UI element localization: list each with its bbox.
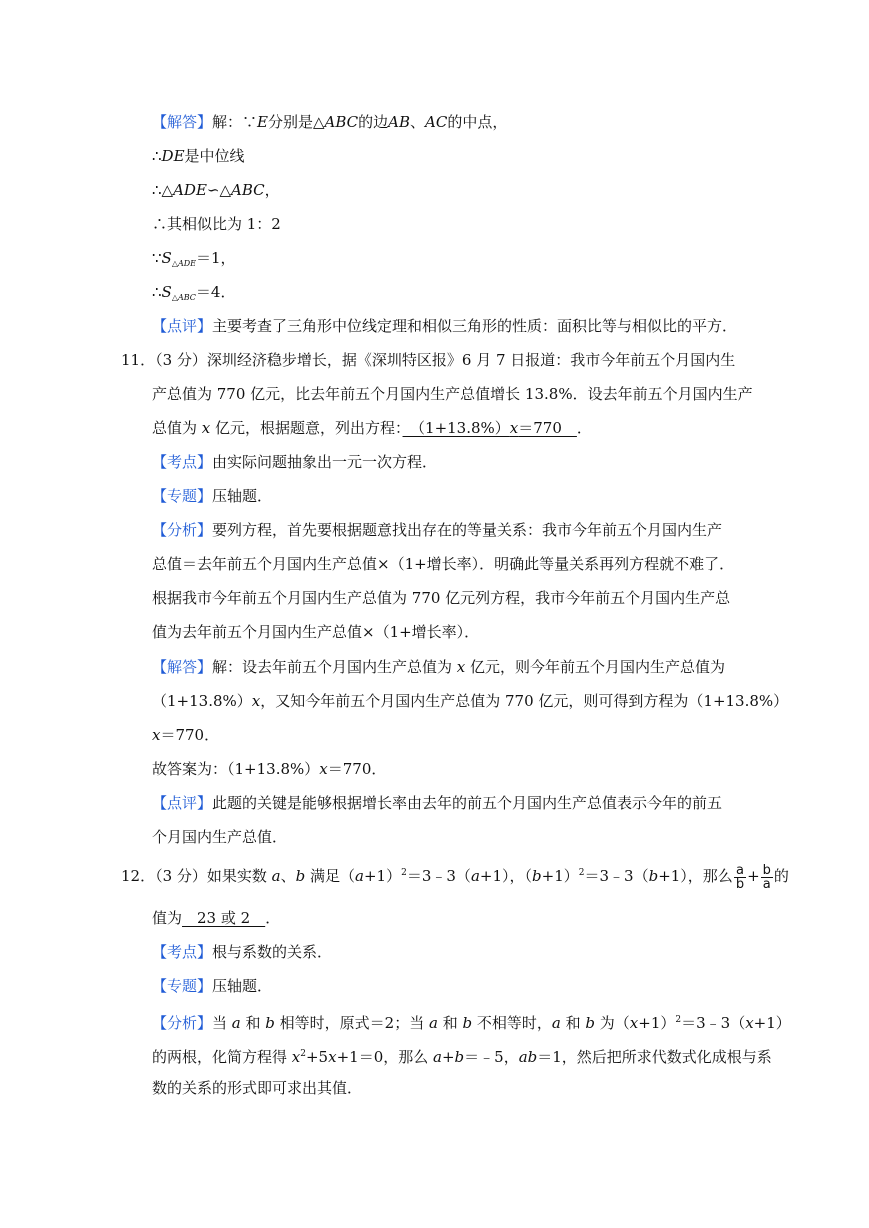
q11-answer-line-2: （1+13.8%）x，又知今年前五个月国内生产总值为 770 亿元，则可得到方程为（1+13.8%） [152, 692, 789, 710]
q12-topic: 【专题】压轴题． [152, 977, 273, 995]
q12-stem-line-1: 12．（3 分）如果实数 a、b 满足$(a+1)^2=3﹣3(a+1)$，$(b+1)^2=3﹣3(b+1)$，那么 $\frac{a}{b}$ + $\frac{b}{a}$ 的 [121, 862, 789, 892]
answer-tag: 【解答】 [152, 658, 213, 676]
q11-stem-line-2: 产总值为 770 亿元，比去年前五个月国内生产总值增长 13.8%．设去年前五个月国内生产 [152, 385, 753, 403]
q11-comment-line-1: 【点评】此题的关键是能够根据增长率由去年的前五个月国内生产总值表示今年的前五 [152, 794, 723, 812]
fraction-a-over-b: $\frac{a}{b}$ [735, 862, 745, 892]
q11-analysis-line-3: 根据我市今年前五个月国内生产总值为 770 亿元列方程，我市今年前五个月国内生产总 [152, 589, 731, 607]
q10-answer-line-1: 【解答】解：∵E分别是△ABC的边AB、AC的中点， [152, 113, 508, 131]
analysis-tag: 【分析】 [152, 1014, 213, 1032]
q11-stem-line-3: 总值为 x 亿元，根据题意，列出方程： （1+13.8%）x＝770 ． [152, 419, 592, 437]
q12-point: 【考点】根与系数的关系． [152, 943, 333, 961]
comment-tag: 【点评】 [152, 794, 213, 812]
analysis-tag: 【分析】 [152, 521, 213, 539]
q10-answer-line-3: ∴△ADE∽△ABC， [152, 181, 280, 199]
q10-answer-line-4: ∴其相似比为 1：2 [152, 215, 281, 233]
q11-topic: 【专题】压轴题． [152, 487, 273, 505]
q12-answer-blank: 23 或 2 [182, 909, 266, 927]
q11-answer-line-3: x＝770． [152, 726, 220, 744]
q10-comment: 【点评】主要考查了三角形中位线定理和相似三角形的性质：面积比等与相似比的平方． [152, 317, 738, 335]
q10-answer-line-5: $\because S_{\triangle ADE}=1$， [152, 249, 236, 268]
answer-tag: 【解答】 [152, 113, 213, 131]
q11-stem-line-1: 11．（3 分）深圳经济稳步增长，据《深圳特区报》6 月 7 日报道：我市今年前五个月国内生 [121, 351, 736, 369]
q10-answer-line-2: ∴DE是中位线 [152, 147, 245, 165]
topic-tag: 【专题】 [152, 977, 213, 995]
topic-tag: 【专题】 [152, 487, 213, 505]
q12-stem-line-2: 值为 23 或 2 ． [152, 909, 281, 927]
comment-tag: 【点评】 [152, 317, 213, 335]
q11-analysis-line-4: 值为去年前五个月国内生产总值×（1+增长率）． [152, 623, 480, 641]
q12-analysis-line-1: 【分析】当 a 和 b 相等时，原式＝2；当 a 和 b 不相等时，a 和 b 为$(x+1)^2=3﹣3(x+1)$ [152, 1014, 791, 1032]
q11-answer-blank: （1+13.8%）x＝770 [402, 419, 577, 437]
q10-answer-line-6: $\therefore S_{\triangle ABC}=4$． [152, 283, 236, 302]
q11-answer-line-4: 故答案为：（1+13.8%）x＝770． [152, 760, 387, 778]
q12-analysis-line-3: 数的关系的形式即可求出其值． [152, 1079, 363, 1097]
q11-analysis-line-1: 【分析】要列方程，首先要根据题意找出存在的等量关系：我市今年前五个月国内生产 [152, 521, 723, 539]
q11-point: 【考点】由实际问题抽象出一元一次方程． [152, 453, 438, 471]
point-tag: 【考点】 [152, 943, 213, 961]
q11-analysis-line-2: 总值＝去年前五个月国内生产总值×（1+增长率）．明确此等量关系再列方程就不难了． [152, 555, 735, 573]
q11-answer-line-1: 【解答】解：设去年前五个月国内生产总值为 x 亿元，则今年前五个月国内生产总值为 [152, 658, 726, 676]
fraction-b-over-a: $\frac{b}{a}$ [762, 862, 771, 892]
q12-analysis-line-2: 的两根，化简方程得 $x^2+5x+1=0$，那么 a+b＝﹣5，ab＝1，然后把所求代数式化成根与系 [152, 1048, 772, 1066]
q11-comment-line-2: 个月国内生产总值． [152, 828, 288, 846]
point-tag: 【考点】 [152, 453, 213, 471]
